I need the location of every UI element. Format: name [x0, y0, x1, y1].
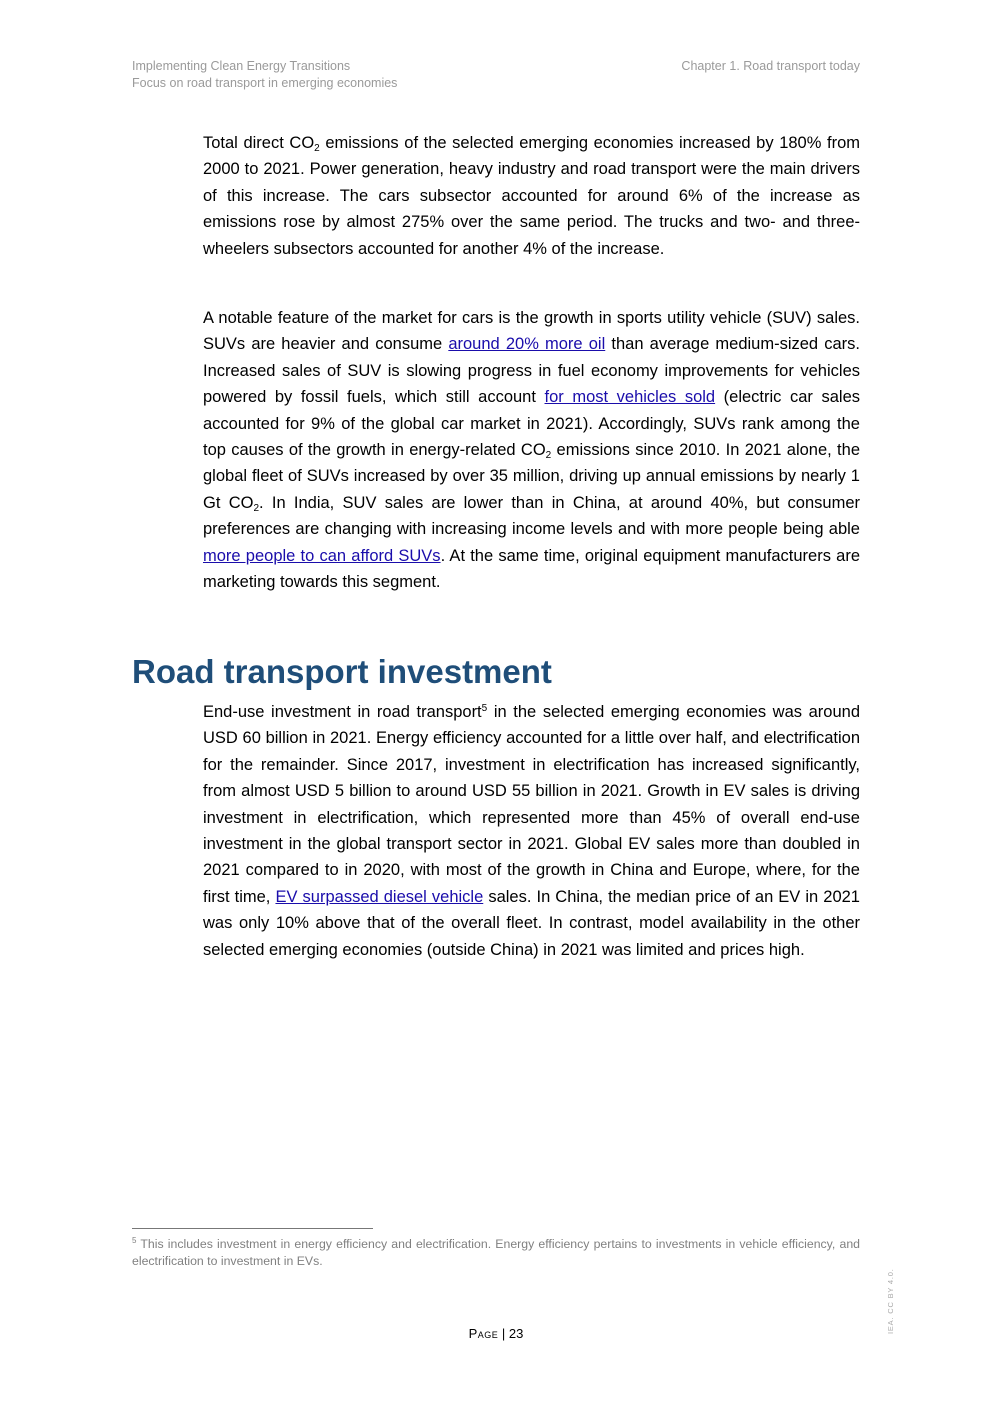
link-afford-suvs[interactable]: more people to can afford SUVs [203, 546, 441, 565]
subscript: 2 [253, 502, 260, 514]
footnote-reference[interactable]: 5 [481, 703, 488, 714]
page-number [0, 1326, 992, 1341]
text-run: End-use investment in road transport [203, 703, 482, 721]
subscript: 2 [545, 450, 552, 462]
text-run: Total direct CO [203, 134, 315, 152]
footnote-text: This includes investment in energy efficiency and electrification. Energy efficiency pertains to investments in vehicle efficiency, and electrification to investment in EVs. [132, 1237, 860, 1268]
subscript: 2 [314, 143, 320, 154]
text-run: emissions of the selected emerging economies increased by 180% from 2000 to 2021. Power generation, heavy industry and road transport were the main drivers of this increase. The cars subsector accounted for around 6% of the increase as emissions rose by almost 275% over the same period. The trucks and two- and three-wheelers subsectors accounted for another 4% of the increase. [203, 134, 860, 258]
text-run: A notable feature of the market for cars is the growth in sports utility vehicle (SUV) sales. SUVs are heavier and consume [203, 309, 860, 354]
license-note: IEA. CC BY 4.0. [886, 1268, 895, 1334]
link-suv-oil[interactable]: around 20% more oil [448, 335, 606, 354]
paragraph-suv [203, 305, 860, 595]
text-run: in the selected emerging economies was around USD 60 billion in 2021. Energy efficiency accounted for a little over half, and electrification for the remainder. Since 2017, investment in electrification has increased significantly, from almost USD 5 billion to around USD 55 billion in 2021. Growth in EV sales is driving investment in electrification, which represented more than 45% of overall end-use investment in the global transport sector in 2021. Global EV sales more than doubled in 2021 compared to in 2020, with most of the growth in China and Europe, where, for the first time, [203, 703, 860, 906]
text-run: sales. In China, the median price of an EV in 2021 was only 10% above that of the overall fleet. In contrast, model availability in the other selected emerging economies (outside China) in 2021 was limited and prices high. [203, 887, 860, 959]
page-word: Page [468, 1326, 499, 1341]
text-run: (electric car sales accounted for 9% of the global car market in 2021). Accordingly, SUVs rank among the top causes of the growth in energy-related CO [203, 388, 860, 460]
running-header-left [132, 58, 397, 92]
document-title: Implementing Clean Energy Transitions [132, 59, 351, 73]
text-run: . At the same time, original equipment manufacturers are marketing towards this segment. [203, 546, 860, 592]
link-vehicles-sold[interactable]: for most vehicles sold [544, 388, 716, 407]
footnote-marker: 5 [132, 1236, 137, 1245]
page-separator: | [498, 1326, 509, 1341]
page-number-value: 23 [508, 1326, 524, 1341]
paragraph-investment [203, 699, 860, 963]
section-heading: Road transport investment [132, 653, 552, 690]
footnote [132, 1236, 860, 1270]
text-run: than average medium-sized cars. Increased sales of SUV is slowing progress in fuel economy improvements for vehicles powered by fossil fuels, which still account [203, 335, 860, 407]
document-subtitle: Focus on road transport in emerging economies [132, 76, 398, 90]
footnote-divider [132, 1228, 373, 1229]
chapter-title: Chapter 1. Road transport today [681, 59, 860, 73]
text-run: emissions since 2010. In 2021 alone, the global fleet of SUVs increased by over 35 million, driving up annual emissions by nearly 1 Gt CO [203, 441, 860, 512]
link-ev-diesel[interactable]: EV surpassed diesel vehicle [275, 887, 484, 906]
text-run: . In India, SUV sales are lower than in China, at around 40%, but consumer preferences are changing with increasing income levels and with more people being able [203, 493, 861, 539]
paragraph-emissions [203, 130, 860, 262]
